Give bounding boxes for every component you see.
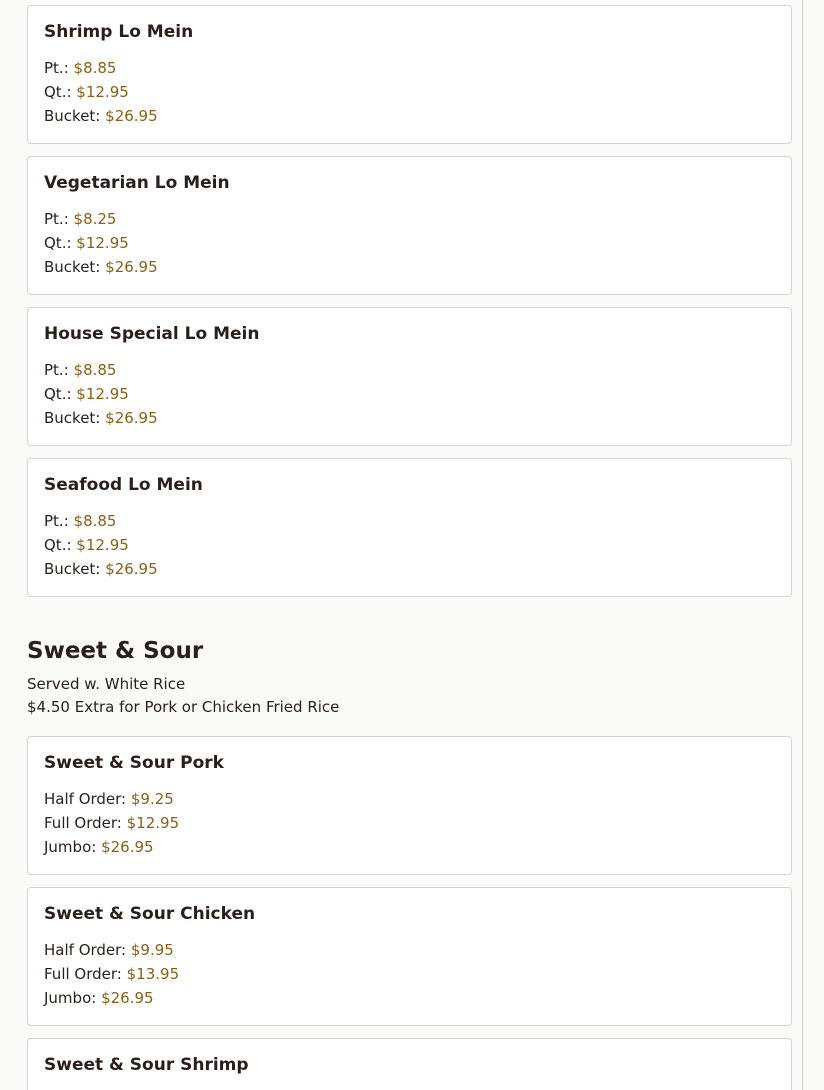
price-line [44, 56, 775, 80]
price-line [44, 938, 775, 962]
price-value: $12.95 [76, 385, 129, 403]
size-label: Bucket: [44, 107, 101, 125]
size-label: Half Order: [44, 941, 127, 959]
size-label: Pt.: [44, 210, 69, 228]
size-label: Bucket: [44, 560, 101, 578]
size-label: Jumbo: [44, 989, 97, 1007]
price-value: $26.95 [105, 560, 158, 578]
size-label: Full Order: [44, 965, 122, 983]
price-value: $8.85 [73, 512, 117, 530]
price-value: $13.95 [126, 965, 180, 983]
price-line [44, 986, 775, 1010]
price-line [44, 962, 775, 986]
size-label: Pt.: [44, 59, 69, 77]
price-value: $8.25 [73, 210, 117, 228]
size-label: Bucket: [44, 409, 101, 427]
price-line [44, 533, 775, 557]
price-value: $12.95 [76, 536, 129, 554]
price-value: $12.95 [76, 83, 129, 101]
menu-item-card[interactable] [27, 307, 792, 446]
price-value: $12.95 [126, 814, 180, 832]
menu-item-card[interactable] [27, 5, 792, 144]
size-label: Pt.: [44, 512, 69, 530]
price-value: $26.95 [105, 107, 158, 125]
section-title: Sweet & Sour [27, 638, 204, 664]
price-line [44, 255, 775, 279]
price-line [44, 811, 775, 835]
size-label: Qt.: [44, 536, 72, 554]
price-line [44, 207, 775, 231]
menu-item-name: House Special Lo Mein [44, 324, 260, 344]
price-line [44, 382, 775, 406]
menu-item-card[interactable] [27, 458, 792, 597]
price-value: $12.95 [76, 234, 129, 252]
menu-item-name: Sweet & Sour Pork [44, 753, 224, 773]
section-note: $4.50 Extra for Pork or Chicken Fried Rice [27, 698, 340, 716]
size-label: Pt.: [44, 361, 69, 379]
price-value: $26.95 [101, 989, 154, 1007]
size-label: Qt.: [44, 234, 72, 252]
size-label: Bucket: [44, 258, 101, 276]
price-value: $9.25 [130, 790, 174, 808]
price-value: $8.85 [73, 59, 117, 77]
menu-item-card[interactable] [27, 156, 792, 295]
size-label: Full Order: [44, 814, 122, 832]
price-value: $26.95 [101, 838, 154, 856]
menu-item-name: Sweet & Sour Shrimp [44, 1055, 249, 1075]
price-line [44, 406, 775, 430]
price-value: $26.95 [105, 409, 158, 427]
menu-item-name: Vegetarian Lo Mein [44, 173, 230, 193]
menu-item-card[interactable] [27, 1038, 792, 1090]
price-line [44, 104, 775, 128]
price-line [44, 80, 775, 104]
price-line [44, 835, 775, 859]
price-value: $9.95 [130, 941, 174, 959]
size-label: Qt.: [44, 385, 72, 403]
size-label: Jumbo: [44, 838, 97, 856]
section-header [27, 636, 792, 719]
menu-item-card[interactable] [27, 887, 792, 1026]
price-line [44, 509, 775, 533]
menu-item-card[interactable] [27, 736, 792, 875]
price-value: $8.85 [73, 361, 117, 379]
price-line [44, 358, 775, 382]
menu-item-name: Shrimp Lo Mein [44, 22, 194, 42]
price-line [44, 787, 775, 811]
menu-item-name: Sweet & Sour Chicken [44, 904, 256, 924]
size-label: Half Order: [44, 790, 127, 808]
price-line [44, 231, 775, 255]
menu-item-name: Seafood Lo Mein [44, 475, 203, 495]
price-line [44, 557, 775, 581]
section-note: Served w. White Rice [27, 675, 186, 693]
price-value: $26.95 [105, 258, 158, 276]
size-label: Qt.: [44, 83, 72, 101]
